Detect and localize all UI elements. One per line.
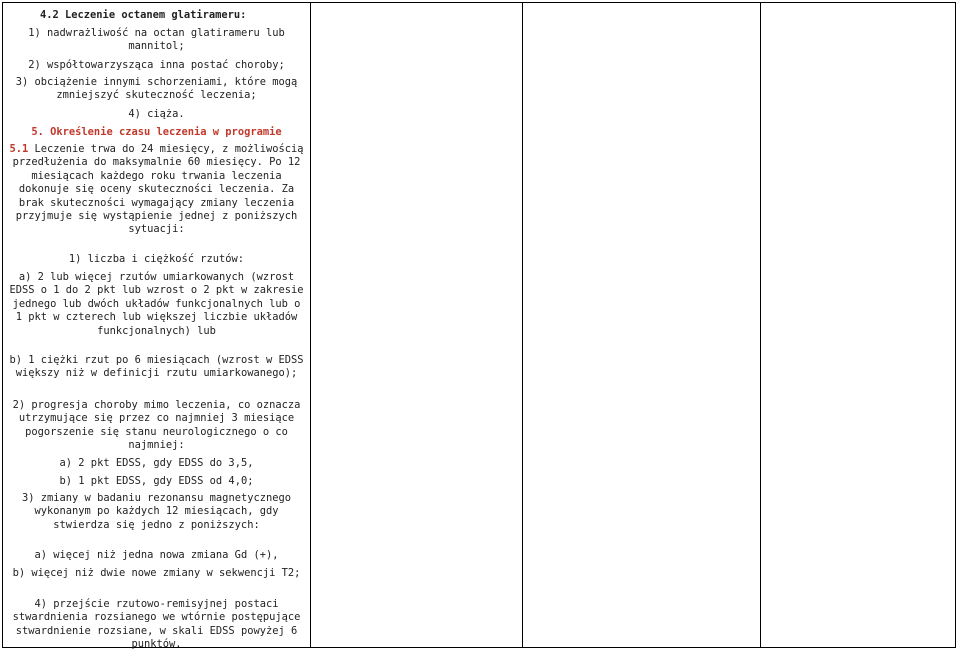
exclusion-item-4: 4) ciąża.	[128, 108, 185, 120]
column-2	[310, 3, 523, 647]
criterion-4: 4) przejście rzutowo-remisyjnej postaci stwardnienia rozsianego we wtórnie postępujące stwardnienie rozsiane, w skali EDSS powyżej 6 punktów.	[12, 598, 301, 651]
column-4	[760, 3, 957, 647]
section-5-1-failure: Za brak skuteczności wymagający zmiany leczenia przyjmuje się wystąpienie jednej z poniższych sytuacji:	[15, 183, 298, 236]
criterion-1: 1) liczba i ciężkość rzutów:	[68, 253, 245, 265]
criterion-2b: b) 1 pkt EDSS, gdy EDSS od 4,0;	[59, 475, 254, 487]
criterion-2a: a) 2 pkt EDSS, gdy EDSS do 3,5,	[59, 457, 254, 469]
exclusion-item-2: 2) współtowarzysząca inna postać choroby;	[28, 59, 285, 71]
section-5-number: 5.	[31, 126, 44, 138]
section-4-2-title: 4.2 Leczenie octanem glatirameru:	[40, 9, 247, 21]
column-3	[522, 3, 761, 647]
criterion-3b: b) więcej niż dwie nowe zmiany w sekwencji T2;	[12, 567, 301, 579]
section-5-1-review: Po 12 miesiącach każdego roku trwania leczenia dokonuje się oceny skuteczności leczenia.	[18, 156, 301, 196]
exclusion-item-1: 1) nadwrażliwość na octan glatirameru lub mannitol;	[28, 27, 285, 53]
section-5-1	[3, 143, 310, 237]
criterion-2: 2) progresja choroby mimo leczenia, co oznacza utrzymujące się przez co najmniej 3 miesiące pogorszenie się stanu neurologicznego o co najmniej:	[12, 399, 301, 452]
criterion-1a: a) 2 lub więcej rzutów umiarkowanych (wzrost EDSS o 1 do 2 pkt lub wzrost o 2 pkt w zakresie jednego lub dwóch układów funkcjonalnych lub o 1 pkt w czterech lub większej liczbie układów funkcjonalnych) lub	[9, 271, 304, 337]
exclusion-item-3: 3) obciążenie innymi schorzeniami, które mogą zmniejszyć skuteczność leczenia;	[15, 76, 298, 102]
section-5-title-text: Określenie czasu leczenia w programie	[43, 126, 282, 138]
criterion-3: 3) zmiany w badaniu rezonansu magnetycznego wykonanym po każdych 12 miesiącach, gdy stwierdza się jedno z poniższych:	[22, 492, 291, 531]
criterion-3a: a) więcej niż jedna nowa zmiana Gd (+),	[34, 549, 279, 561]
table	[2, 2, 956, 651]
section-5-1-text: Leczenie trwa do 24 miesięcy, z możliwością przedłużenia do maksymalnie 60 miesięcy.	[12, 143, 304, 169]
criterion-1b: b) 1 ciężki rzut po 6 miesiącach (wzrost w EDSS większy niż w definicji rzutu umiarkowanego);	[9, 354, 304, 380]
section-5-1-number: 5.1	[9, 143, 29, 155]
section-5-title	[3, 126, 310, 139]
